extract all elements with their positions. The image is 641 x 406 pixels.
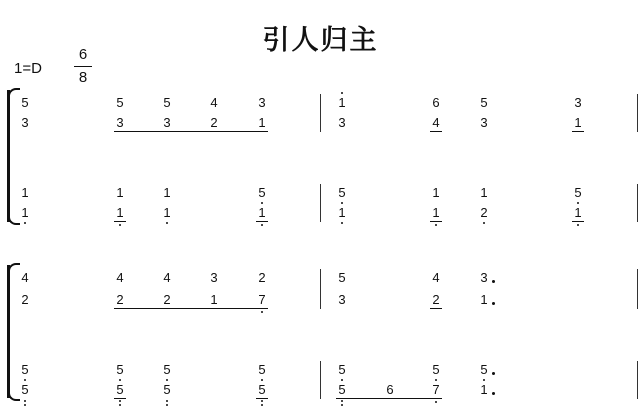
note: 1: [258, 205, 266, 220]
octave-dot-below: [24, 400, 26, 402]
note: 2: [432, 292, 440, 307]
note: 6: [386, 382, 394, 397]
eighth-beam: [256, 398, 268, 399]
note: 3: [210, 270, 218, 285]
note: 5: [258, 382, 266, 397]
octave-dot-below: [577, 224, 579, 226]
octave-dot-below: [119, 379, 121, 381]
note: 4: [210, 95, 218, 110]
note: 1: [338, 95, 346, 110]
note: 1: [480, 292, 488, 307]
note: 1: [574, 205, 582, 220]
barline-lower: [637, 361, 638, 399]
note: 7: [432, 382, 440, 397]
note: 5: [163, 362, 171, 377]
note: 3: [338, 115, 346, 130]
barline-lower: [637, 184, 638, 222]
eighth-beam: [256, 221, 268, 222]
eighth-beam: [430, 308, 442, 309]
note: 3: [338, 292, 346, 307]
system-brace-top-hook: [8, 263, 20, 271]
augmentation-dot: [492, 392, 495, 395]
octave-dot-below: [261, 202, 263, 204]
barline-upper: [320, 94, 321, 132]
note: 2: [210, 115, 218, 130]
note: 4: [116, 270, 124, 285]
note: 5: [258, 185, 266, 200]
barline-upper: [320, 269, 321, 309]
note: 3: [480, 270, 488, 285]
note: 1: [258, 115, 266, 130]
note: 7: [258, 292, 266, 307]
note: 3: [480, 115, 488, 130]
note: 1: [163, 185, 171, 200]
time-signature-denominator: 8: [78, 69, 88, 86]
note: 5: [116, 362, 124, 377]
note: 1: [163, 205, 171, 220]
score-title: 引人归主: [262, 25, 379, 55]
octave-dot-below: [341, 379, 343, 381]
octave-dot-below: [341, 400, 343, 402]
note: 2: [21, 292, 29, 307]
key-signature: 1=D: [14, 60, 42, 77]
system-brace: [7, 265, 10, 398]
eighth-beam: [114, 131, 268, 132]
augmentation-dot: [492, 302, 495, 305]
barline-lower: [320, 361, 321, 399]
augmentation-dot: [492, 372, 495, 375]
time-signature-bar: [74, 66, 92, 67]
note: 3: [574, 95, 582, 110]
octave-dot-below: [24, 379, 26, 381]
note: 1: [574, 115, 582, 130]
octave-dot-below: [166, 222, 168, 224]
eighth-beam: [430, 131, 442, 132]
note: 5: [116, 95, 124, 110]
system-brace: [7, 90, 10, 222]
note: 1: [116, 205, 124, 220]
augmentation-dot: [492, 280, 495, 283]
octave-dot-below: [261, 400, 263, 402]
system-brace-top-hook: [8, 88, 20, 96]
note: 1: [432, 205, 440, 220]
note: 1: [21, 205, 29, 220]
note: 5: [338, 270, 346, 285]
eighth-beam: [572, 221, 584, 222]
note: 5: [338, 362, 346, 377]
note: 1: [480, 185, 488, 200]
octave-dot-below: [483, 379, 485, 381]
octave-dot-below: [166, 400, 168, 402]
octave-dot-below: [483, 222, 485, 224]
eighth-beam: [114, 308, 268, 309]
note: 1: [210, 292, 218, 307]
note: 5: [338, 382, 346, 397]
octave-dot-below: [435, 401, 437, 403]
note: 1: [480, 382, 488, 397]
note: 5: [163, 95, 171, 110]
note: 4: [432, 115, 440, 130]
note: 3: [163, 115, 171, 130]
note: 2: [480, 205, 488, 220]
note: 6: [432, 95, 440, 110]
note: 3: [21, 115, 29, 130]
note: 5: [116, 382, 124, 397]
eighth-beam: [336, 398, 442, 399]
note: 2: [258, 270, 266, 285]
octave-dot-below: [341, 222, 343, 224]
note: 1: [338, 205, 346, 220]
note: 4: [163, 270, 171, 285]
note: 5: [258, 362, 266, 377]
note: 5: [21, 382, 29, 397]
octave-dot-below: [261, 379, 263, 381]
note: 5: [163, 382, 171, 397]
octave-dot-below: [577, 202, 579, 204]
note: 5: [21, 362, 29, 377]
eighth-beam: [430, 221, 442, 222]
note: 5: [480, 362, 488, 377]
note: 1: [21, 185, 29, 200]
octave-dot-below: [435, 379, 437, 381]
octave-dot-below: [261, 311, 263, 313]
time-signature-numerator: 6: [78, 46, 88, 63]
octave-dot-below: [24, 222, 26, 224]
octave-dot-above: [341, 92, 343, 94]
note: 3: [116, 115, 124, 130]
note: 2: [116, 292, 124, 307]
barline-lower: [320, 184, 321, 222]
octave-dot-below: [119, 224, 121, 226]
note: 1: [432, 185, 440, 200]
octave-dot-below: [166, 379, 168, 381]
note: 5: [338, 185, 346, 200]
eighth-beam: [114, 398, 126, 399]
note: 5: [480, 95, 488, 110]
octave-dot-below: [435, 224, 437, 226]
barline-upper: [637, 94, 638, 132]
barline-upper: [637, 269, 638, 309]
note: 5: [574, 185, 582, 200]
note: 1: [116, 185, 124, 200]
octave-dot-below: [341, 202, 343, 204]
octave-dot-below: [261, 224, 263, 226]
eighth-beam: [114, 221, 126, 222]
note: 5: [21, 95, 29, 110]
octave-dot-below: [119, 400, 121, 402]
eighth-beam: [572, 131, 584, 132]
note: 4: [21, 270, 29, 285]
note: 2: [163, 292, 171, 307]
note: 5: [432, 362, 440, 377]
note: 3: [258, 95, 266, 110]
note: 4: [432, 270, 440, 285]
